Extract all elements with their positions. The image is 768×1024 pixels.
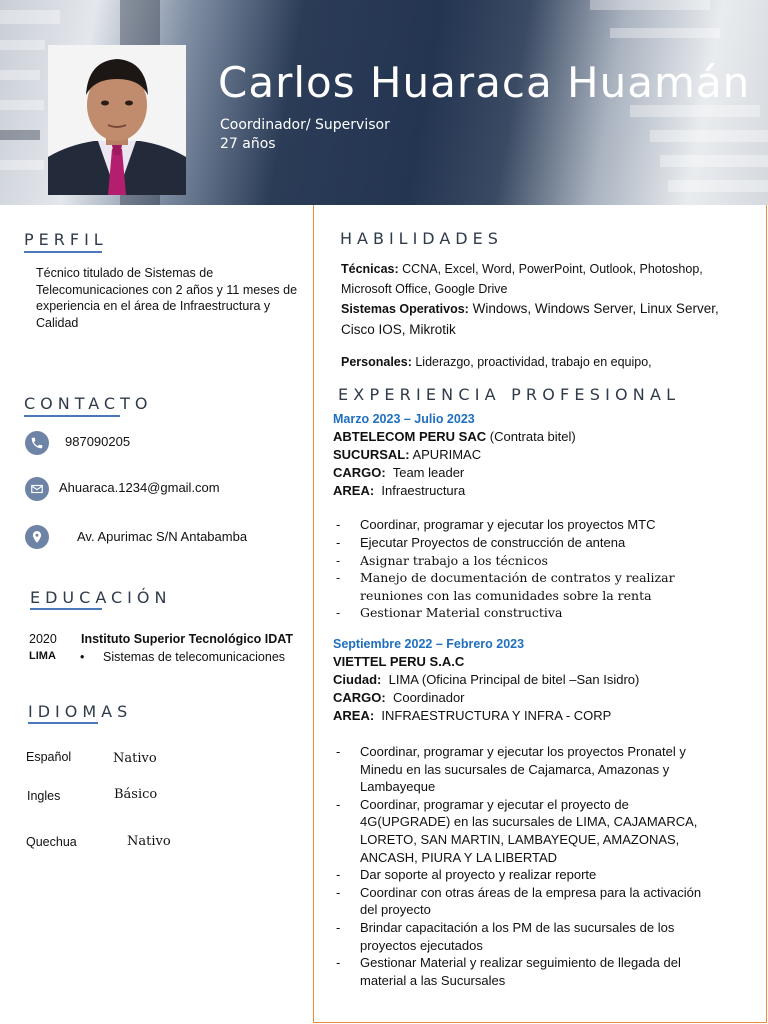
bottom-border (313, 1022, 767, 1023)
job-1 (333, 410, 733, 500)
email-address[interactable]: Ahuaraca.1234@gmail.com (59, 480, 220, 495)
job-cargo (333, 464, 733, 482)
educacion-underline (30, 608, 102, 610)
job-period: Marzo 2023 – Julio 2023 (333, 412, 475, 426)
list-item: - Coordinar, programar y ejecutar el proyecto de 4G(UPGRADE) en las sucursales de LIMA, CAJAMARCA, LORETO, SAN MARTIN, LAMBAYEQUE, AMAZONAS, ANCASH, PIURA Y LA LIBERTAD (336, 796, 698, 865)
habilidades-heading: HABILIDADES (340, 229, 503, 248)
task-text: Manejo de documentación de contratos y realizar reuniones con las comunidades sobre la renta (360, 570, 675, 603)
task-text: Coordinar, programar y ejecutar el proyecto de 4G(UPGRADE) en las sucursales de LIMA, CAJAMARCA, LORETO, SAN MARTIN, LAMBAYEQUE, AMAZONAS, ANCASH, PIURA Y LA LIBERTAD (360, 796, 698, 865)
job-area (333, 707, 733, 725)
job-area-text: INFRAESTRUCTURA Y INFRA - CORP (381, 708, 612, 723)
task-text: Gestionar Material y realizar seguimiento de llegada del material a las Sucursales (360, 955, 681, 988)
skills-technical (341, 260, 733, 299)
language-name: Español (26, 750, 72, 764)
skills-technical-text: CCNA, Excel, Word, PowerPoint, Outlook, Photoshop, Microsoft Office, Google Drive (341, 262, 703, 296)
header-banner (0, 0, 768, 205)
education-institution: Instituto Superior Tecnológico IDAT (81, 632, 294, 646)
language-name: Ingles (27, 789, 61, 803)
job-company-note: (Contrata bitel) (489, 429, 576, 444)
perfil-summary: Técnico titulado de Sistemas de Telecomunicaciones con 2 años y 11 meses de experiencia en el área de Infraestructura y Calidad (36, 266, 298, 330)
job-cargo-label: CARGO: (333, 465, 386, 480)
experiencia-heading: EXPERIENCIA PROFESIONAL (338, 385, 681, 404)
person-portrait-icon (48, 45, 186, 195)
language-level: Básico (114, 787, 158, 802)
task-text: Asignar trabajo a los técnicos (360, 553, 548, 568)
job-location (333, 671, 733, 689)
skills-block (341, 260, 733, 373)
profile-photo (48, 45, 186, 195)
job-cargo-text: Coordinador (392, 690, 465, 705)
job-area-text: Infraestructura (381, 483, 466, 498)
list-item: - Coordinar, programar y ejecutar los proyectos MTC (336, 517, 656, 532)
list-item: - Dar soporte al proyecto y realizar reporte (336, 867, 597, 883)
job-1-tasks-a (336, 516, 716, 551)
idiomas-underline (28, 722, 98, 724)
job-company (333, 428, 733, 446)
list-item: - Ejecutar Proyectos de construcción de antena (336, 534, 626, 550)
candidate-age: 27 años (220, 136, 276, 152)
list-item: - Brindar capacitación a los PM de las sucursales de los proyectos ejecutados (336, 919, 675, 953)
job-location-text: APURIMAC (412, 447, 482, 462)
right-border (766, 205, 767, 1023)
list-item: - Manejo de documentación de contratos y realizar reuniones con las comunidades sobre la renta (336, 570, 675, 603)
job-cargo-label: CARGO: (333, 690, 386, 705)
job-cargo-text: Team leader (392, 465, 465, 480)
education-city: LIMA (29, 650, 56, 662)
candidate-name: Carlos Huaraca Huamán (218, 58, 751, 107)
task-text: Ejecutar Proyectos de construcción de antena (360, 534, 626, 550)
educacion-heading: EDUCACIÓN (30, 588, 172, 607)
task-text: Coordinar, programar y ejecutar los proyectos MTC (360, 517, 656, 532)
job-location-label: SUCURSAL: (333, 447, 410, 462)
address-text: Av. Apurimac S/N Antabamba (77, 529, 248, 544)
job-2-tasks (336, 743, 716, 989)
task-text: Coordinar, programar y ejecutar los proyectos Pronatel y Minedu en las sucursales de Cajamarca, Amazonas y Lambayeque (360, 744, 686, 795)
job-2 (333, 635, 733, 725)
list-item: - Coordinar con otras áreas de la empresa para la activación del proyecto (336, 884, 702, 918)
job-company-name: ABTELECOM PERU SAC (333, 429, 487, 444)
location-pin-icon (25, 525, 49, 549)
job-area (333, 482, 733, 500)
job-location-text: LIMA (Oficina Principal de bitel –San Isidro) (388, 672, 640, 687)
skills-personal-text: Liderazgo, proactividad, trabajo en equipo, (415, 355, 652, 369)
job-period: Septiembre 2022 – Febrero 2023 (333, 637, 525, 651)
column-divider (313, 205, 314, 1023)
skills-technical-label: Técnicas: (341, 262, 399, 276)
language-level: Nativo (113, 751, 157, 766)
contacto-heading: CONTACTO (24, 394, 153, 413)
job-area-label: AREA: (333, 708, 375, 723)
list-item: - Gestionar Material y realizar seguimiento de llegada del material a las Sucursales (336, 955, 681, 988)
task-text: Coordinar con otras áreas de la empresa para la activación del proyecto (360, 884, 702, 918)
task-text: Dar soporte al proyecto y realizar reporte (360, 867, 597, 883)
skills-os-text: Windows, Windows Server, Linux Server, Cisco IOS, Mikrotik (341, 301, 719, 337)
perfil-heading: PERFIL (24, 230, 108, 249)
education-year: 2020 (29, 632, 57, 646)
job-company-name: VIETTEL PERU S.A.C (333, 654, 465, 669)
job-cargo (333, 689, 733, 707)
language-name: Quechua (26, 835, 77, 849)
email-icon (25, 477, 49, 501)
skills-personal (341, 353, 733, 373)
task-text: Gestionar Material constructiva (360, 605, 563, 621)
job-location (333, 446, 733, 464)
language-level: Nativo (127, 834, 171, 849)
job-1-tasks-b (336, 552, 716, 622)
skills-personal-label: Personales: (341, 355, 412, 369)
education-program: • Sistemas de telecomunicaciones (80, 650, 286, 664)
job-location-label: Ciudad: (333, 672, 382, 687)
job-company (333, 653, 733, 671)
education-program-text: Sistemas de telecomunicaciones (103, 650, 286, 664)
contacto-underline (24, 415, 120, 417)
task-text: Brindar capacitación a los PM de las sucursales de los proyectos ejecutados (360, 919, 675, 953)
skills-os-label: Sistemas Operativos: (341, 302, 469, 316)
skills-os (341, 299, 733, 339)
job-area-label: AREA: (333, 483, 375, 498)
list-item: - Gestionar Material constructiva (336, 605, 563, 621)
candidate-role: Coordinador/ Supervisor (220, 117, 390, 133)
list-item: - Coordinar, programar y ejecutar los proyectos Pronatel y Minedu en las sucursales de Cajamarca, Amazonas y Lambayeque (336, 744, 686, 795)
phone-number[interactable]: 987090205 (65, 434, 131, 449)
phone-icon (25, 431, 49, 455)
idiomas-heading: IDIOMAS (28, 702, 133, 721)
perfil-underline (24, 251, 102, 253)
list-item: - Asignar trabajo a los técnicos (336, 553, 548, 568)
